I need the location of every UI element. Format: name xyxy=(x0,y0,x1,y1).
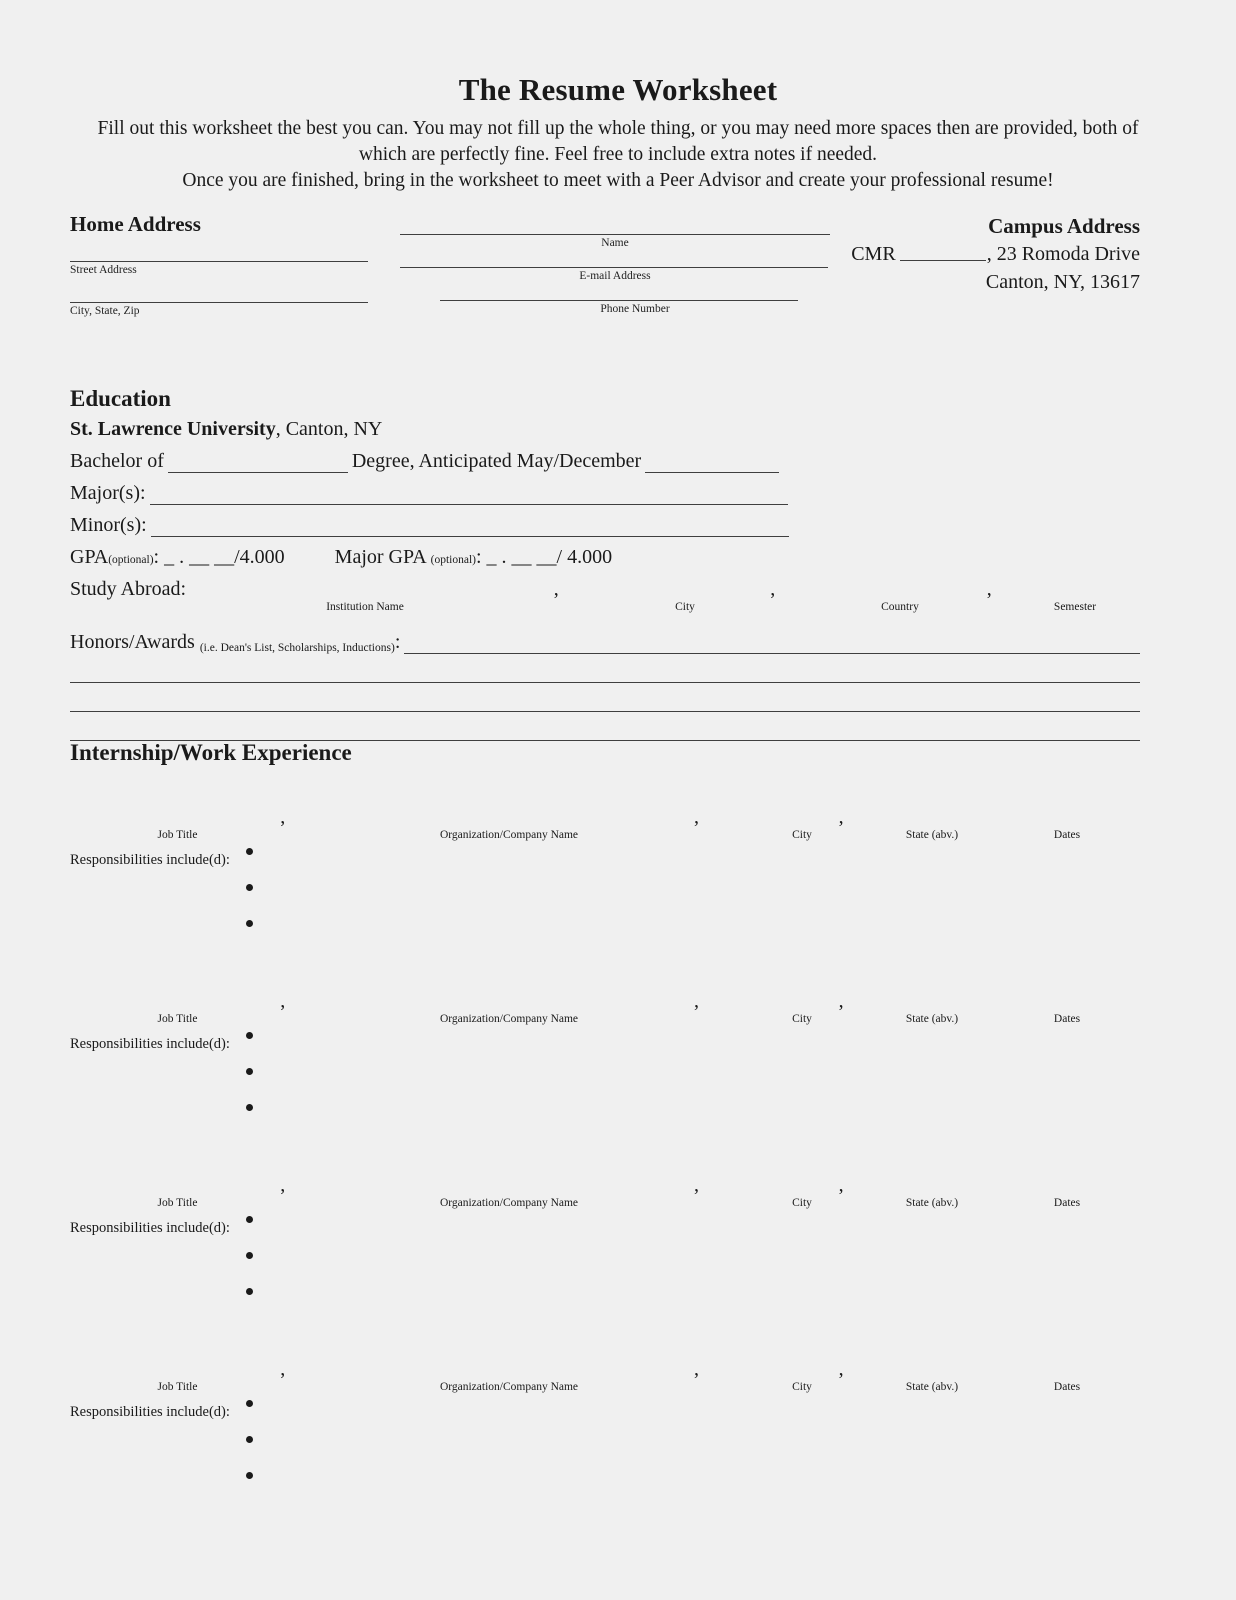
cmr-number-blank[interactable] xyxy=(900,260,986,261)
degree-row xyxy=(70,450,1140,473)
comma-separator: , xyxy=(838,1358,844,1380)
majors-label: Major(s): xyxy=(70,482,146,504)
bullet-icon[interactable] xyxy=(246,1068,253,1075)
major-gpa-label: Major GPA xyxy=(334,546,426,568)
work-city-label: City xyxy=(792,1197,812,1209)
home-address-block xyxy=(70,212,370,319)
work-experience-heading: Internship/Work Experience xyxy=(70,740,352,765)
bullet-icon[interactable] xyxy=(246,1252,253,1259)
responsibility-bullets xyxy=(246,1400,253,1508)
responsibilities-label: Responsibilities include(d): xyxy=(70,1220,230,1236)
gpa-scale: /4.000 xyxy=(234,546,285,568)
work-city-label: City xyxy=(792,829,812,841)
bullet-icon[interactable] xyxy=(246,1472,253,1479)
job-title-label: Job Title xyxy=(157,1197,198,1209)
work-field-labels xyxy=(70,1381,1140,1399)
majors-input-blank[interactable] xyxy=(150,485,788,505)
school-line xyxy=(70,418,1140,441)
work-entry-block xyxy=(70,806,1140,990)
intro-line-1: Fill out this worksheet the best you can. You may not fill up the whole thing, or you may need more spaces then are provided, both of xyxy=(97,118,1139,139)
city-state-zip-rule[interactable] xyxy=(70,302,368,303)
bullet-icon[interactable] xyxy=(246,1436,253,1443)
work-entry-block xyxy=(70,990,1140,1174)
work-city-label: City xyxy=(792,1381,812,1393)
intro-line-2: which are perfectly fine. Feel free to include extra notes if needed. xyxy=(358,144,878,165)
bullet-icon[interactable] xyxy=(246,920,253,927)
campus-address-heading: Campus Address xyxy=(988,214,1140,238)
work-state-label: State (abv.) xyxy=(905,1013,959,1025)
responsibilities-label: Responsibilities include(d): xyxy=(70,1404,230,1420)
cmr-prefix-label: CMR xyxy=(851,243,896,265)
comma-separator: , xyxy=(694,990,700,1012)
responsibilities-label: Responsibilities include(d): xyxy=(70,1036,230,1052)
organization-label: Organization/Company Name xyxy=(439,1013,579,1025)
major-gpa-colon: : xyxy=(475,546,482,568)
gpa-input-pattern[interactable]: _ . __ __ xyxy=(164,546,235,568)
organization-label: Organization/Company Name xyxy=(439,1197,579,1209)
comma-separator: , xyxy=(838,990,844,1012)
education-section xyxy=(70,386,1140,741)
work-entry-fields xyxy=(70,1358,1140,1381)
phone-label: Phone Number xyxy=(600,303,670,315)
address-band xyxy=(0,212,1236,362)
phone-field[interactable] xyxy=(440,300,830,317)
minors-input-blank[interactable] xyxy=(151,517,789,537)
page-title: The Resume Worksheet xyxy=(458,72,778,107)
work-entry-fields xyxy=(70,806,1140,829)
major-gpa-scale: / 4.000 xyxy=(556,546,613,568)
minors-label: Minor(s): xyxy=(70,514,147,536)
contact-block xyxy=(400,234,830,333)
minors-row xyxy=(70,514,1140,537)
gpa-optional-note: (optional) xyxy=(108,554,154,566)
degree-suffix-label: Degree, Anticipated May/December xyxy=(351,450,642,472)
degree-input-blank[interactable] xyxy=(168,453,348,473)
phone-rule[interactable] xyxy=(440,300,798,301)
comma-separator: , xyxy=(838,1174,844,1196)
comma-separator: , xyxy=(770,578,776,600)
study-abroad-institution-label: Institution Name xyxy=(326,601,404,613)
campus-cmr-line xyxy=(851,240,1140,268)
campus-city-state-zip: Canton, NY, 13617 xyxy=(985,271,1140,293)
comma-separator: , xyxy=(280,806,286,828)
bullet-icon[interactable] xyxy=(246,1032,253,1039)
work-entry-block xyxy=(70,1358,1140,1542)
school-name: St. Lawrence University xyxy=(70,418,276,440)
bullet-icon[interactable] xyxy=(246,884,253,891)
work-dates-label: Dates xyxy=(1053,1197,1081,1209)
comma-separator: , xyxy=(280,1358,286,1380)
work-state-label: State (abv.) xyxy=(905,1197,959,1209)
organization-label: Organization/Company Name xyxy=(439,829,579,841)
intro-line-3: Once you are finished, bring in the worksheet to meet with a Peer Advisor and create your professional resume! xyxy=(182,170,1054,191)
honors-awards-input-rule[interactable] xyxy=(404,653,1140,654)
bullet-icon[interactable] xyxy=(246,1104,253,1111)
comma-separator: , xyxy=(280,1174,286,1196)
name-field[interactable] xyxy=(400,234,830,251)
major-gpa-optional-note: (optional) xyxy=(430,554,476,566)
comma-separator: , xyxy=(694,806,700,828)
honors-awards-label: Honors/Awards xyxy=(70,631,195,653)
notes-blank-line[interactable] xyxy=(70,682,1140,683)
work-field-labels xyxy=(70,829,1140,847)
work-state-label: State (abv.) xyxy=(905,1381,959,1393)
city-state-zip-field[interactable] xyxy=(70,302,370,319)
school-location: , Canton, NY xyxy=(275,418,383,440)
work-city-label: City xyxy=(792,1013,812,1025)
comma-separator: , xyxy=(838,806,844,828)
organization-label: Organization/Company Name xyxy=(439,1381,579,1393)
study-abroad-country-label: Country xyxy=(881,601,919,613)
study-abroad-row xyxy=(70,578,1140,601)
street-address-field[interactable] xyxy=(70,261,370,278)
street-address-rule[interactable] xyxy=(70,261,368,262)
job-title-label: Job Title xyxy=(157,829,198,841)
email-rule[interactable] xyxy=(400,267,828,268)
intro-paragraph xyxy=(70,116,1166,194)
job-title-label: Job Title xyxy=(157,1013,198,1025)
campus-street: , 23 Romoda Drive xyxy=(986,243,1140,265)
campus-address-block xyxy=(851,212,1140,296)
work-state-label: State (abv.) xyxy=(905,829,959,841)
study-abroad-label: Study Abroad: xyxy=(70,578,187,600)
study-abroad-semester-label: Semester xyxy=(1053,601,1097,613)
responsibilities-label: Responsibilities include(d): xyxy=(70,852,230,868)
graduation-year-blank[interactable] xyxy=(645,453,779,473)
responsibility-bullets xyxy=(246,848,253,956)
honors-awards-colon: : xyxy=(394,631,401,653)
gpa-label: GPA xyxy=(70,546,109,568)
honors-awards-row xyxy=(70,631,1140,654)
bullet-icon[interactable] xyxy=(246,1216,253,1223)
comma-separator: , xyxy=(694,1358,700,1380)
degree-prefix-label: Bachelor of xyxy=(70,450,164,472)
work-entry-fields xyxy=(70,990,1140,1013)
comma-separator: , xyxy=(694,1174,700,1196)
notes-blank-line[interactable] xyxy=(70,711,1140,712)
city-state-zip-label: City, State, Zip xyxy=(70,305,140,317)
work-experience-section xyxy=(70,740,1140,1542)
gpa-colon: : xyxy=(153,546,160,568)
email-field[interactable] xyxy=(400,267,830,284)
email-label: E-mail Address xyxy=(579,270,651,282)
study-abroad-labels xyxy=(70,601,1140,617)
name-rule[interactable] xyxy=(400,234,830,235)
major-gpa-input-pattern[interactable]: _ . __ __ xyxy=(486,546,557,568)
work-field-labels xyxy=(70,1197,1140,1215)
home-address-heading: Home Address xyxy=(70,212,201,236)
work-entry-fields xyxy=(70,1174,1140,1197)
work-field-labels xyxy=(70,1013,1140,1031)
name-label: Name xyxy=(601,237,629,249)
education-heading: Education xyxy=(70,386,171,411)
work-dates-label: Dates xyxy=(1053,1381,1081,1393)
job-title-label: Job Title xyxy=(157,1381,198,1393)
comma-separator: , xyxy=(553,578,559,600)
bullet-icon[interactable] xyxy=(246,1400,253,1407)
work-dates-label: Dates xyxy=(1053,1013,1081,1025)
comma-separator: , xyxy=(986,578,992,600)
bullet-icon[interactable] xyxy=(246,848,253,855)
study-abroad-city-label: City xyxy=(675,601,695,613)
work-entry-block xyxy=(70,1174,1140,1358)
honors-awards-note: (i.e. Dean's List, Scholarships, Inductions) xyxy=(199,642,395,654)
responsibility-bullets xyxy=(246,1216,253,1324)
work-dates-label: Dates xyxy=(1053,829,1081,841)
street-address-label: Street Address xyxy=(70,264,137,276)
bullet-icon[interactable] xyxy=(246,1288,253,1295)
responsibility-bullets xyxy=(246,1032,253,1140)
majors-row xyxy=(70,482,1140,505)
comma-separator: , xyxy=(280,990,286,1012)
gpa-row xyxy=(70,546,1140,569)
